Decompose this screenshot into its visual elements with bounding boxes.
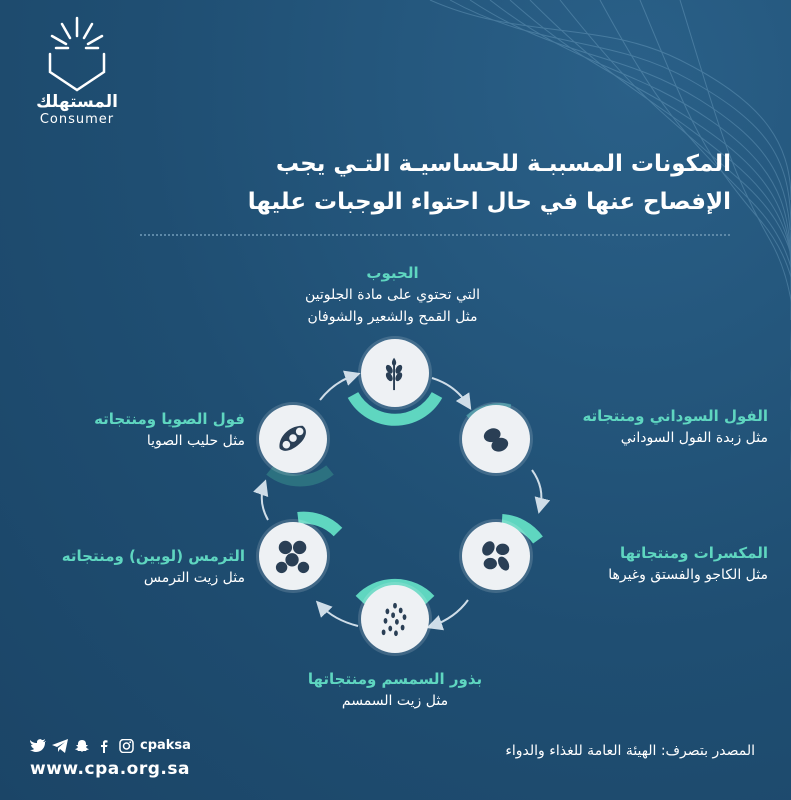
- logo-arabic-text: المستهلك: [36, 92, 118, 112]
- item-description: مثل حليب الصويا: [146, 433, 245, 449]
- source-note: المصدر بتصرف: الهيئة العامة للغذاء والدواء: [505, 743, 755, 759]
- item-description: مثل زيت السمسم: [341, 693, 449, 709]
- item-description: التي تحتوي على مادة الجلوتين: [304, 287, 481, 303]
- node-soybean: [259, 405, 327, 473]
- node-nuts: [462, 522, 530, 590]
- node-lupin: [259, 522, 327, 590]
- lupin-icon: [274, 537, 312, 575]
- instagram-icon[interactable]: [118, 739, 134, 753]
- item-lupin: [20, 545, 245, 589]
- item-heading: الفول السوداني ومنتجاته: [582, 407, 768, 425]
- social-links: [30, 738, 191, 753]
- page-title: [171, 145, 731, 221]
- item-soybean: [20, 408, 245, 452]
- item-heading: بذور السمسم ومنتجاتها: [307, 670, 483, 688]
- title-line-2: الإفصاح عنها في حال احتواء الوجبات عليها: [247, 189, 731, 215]
- item-description: مثل الكاجو والفستق وغيرها: [608, 567, 768, 583]
- item-sesame: [290, 668, 500, 712]
- wheat-icon: [376, 354, 414, 392]
- snapchat-icon[interactable]: [74, 739, 90, 753]
- sesame-icon: [376, 600, 414, 638]
- title-divider: [140, 234, 730, 236]
- logo: [22, 14, 132, 144]
- peanut-icon: [477, 420, 515, 458]
- telegram-icon[interactable]: [52, 739, 68, 753]
- node-sesame: [361, 585, 429, 653]
- logo-english-text: Consumer: [39, 112, 115, 127]
- twitter-icon[interactable]: [30, 739, 46, 753]
- social-handle[interactable]: cpaksa: [140, 738, 191, 753]
- item-grains: [270, 262, 515, 328]
- item-nuts: [548, 542, 768, 586]
- soybean-icon: [274, 420, 312, 458]
- item-description: مثل زيت الترمس: [143, 570, 245, 586]
- item-heading: المكسرات ومنتجاتها: [619, 544, 768, 562]
- footer-social: [30, 738, 191, 779]
- facebook-icon[interactable]: [96, 739, 112, 753]
- consumer-logo-icon: [42, 14, 112, 94]
- title-line-1: المكونات المسببـة للحساسيـة التـي يجب: [275, 151, 731, 177]
- item-description: مثل القمح والشعير والشوفان: [307, 309, 478, 325]
- item-heading: فول الصويا ومنتجاته: [94, 410, 245, 428]
- item-description: مثل زبدة الفول السوداني: [620, 430, 768, 446]
- item-heading: الحبوب: [366, 264, 419, 282]
- node-peanut: [462, 405, 530, 473]
- node-grains: [361, 339, 429, 407]
- item-peanut: [548, 405, 768, 449]
- website-link[interactable]: www.cpa.org.sa: [30, 759, 190, 779]
- nuts-icon: [477, 537, 515, 575]
- item-heading: الترمس (لوبين) ومنتجاته: [61, 547, 245, 565]
